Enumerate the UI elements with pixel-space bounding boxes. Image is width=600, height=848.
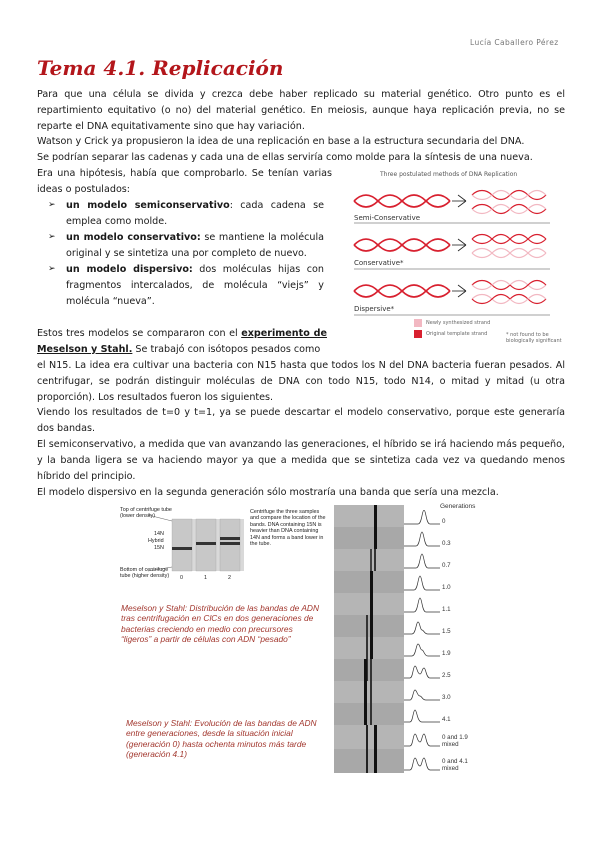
model-name: un modelo semiconservativo bbox=[66, 200, 230, 211]
generation-label: 0.7 bbox=[442, 562, 451, 569]
paragraph-hypothesis: Era una hipótesis, había que comprobarlo. Se tenían varias ideas o postulados: bbox=[37, 168, 332, 195]
legend-original-text: Original template strand bbox=[426, 331, 488, 337]
centrifuge-note: Centrifuge the three samples and compare the location of the bands. DNA containing 15N is heavier than DNA containing 14N and forms a band lower in the tube. bbox=[250, 509, 326, 548]
gel-bands-figure bbox=[334, 505, 404, 773]
model-item-semiconservative bbox=[48, 198, 324, 230]
generation-label: 3.0 bbox=[442, 694, 451, 701]
generations-header: Generations bbox=[440, 503, 476, 510]
paragraph-dispersive: El modelo dispersivo en la segunda generación sólo mostraría una banda que sería una mezcla. bbox=[37, 487, 499, 498]
model-name: un modelo dispersivo: bbox=[66, 264, 193, 275]
tube-label-1: 1 bbox=[204, 575, 207, 581]
model-item-dispersive bbox=[48, 262, 324, 309]
caption-centrifuge: Meselson y Stahl: Distribución de las bandas de ADN tras centrifugación en ClCs en dos generaciones de bacterias creciendo en medio con precursores “ligeros” a partir de células con ADN “pesado” bbox=[121, 603, 319, 645]
generation-label: 0 and 4.1 mixed bbox=[442, 758, 468, 772]
figure-title: Three postulated methods of DNA Replication bbox=[380, 171, 518, 178]
generation-label: 4.1 bbox=[442, 716, 451, 723]
generation-label: 2.5 bbox=[442, 672, 451, 679]
dna-replication-models-figure bbox=[340, 171, 562, 344]
band-label-15n: 15N bbox=[154, 545, 164, 551]
paragraph-separate-strands: Se podrían separar las cadenas y cada una de ellas serviría como molde para la síntesis de una nueva. bbox=[37, 152, 533, 163]
model-desc: se mantiene la molécula original y se sintetiza una por completo de nuevo. bbox=[66, 232, 324, 259]
paragraph-watson-crick: Watson y Crick ya propusieron la idea de una replicación en base a la estructura secundaria del DNA. bbox=[37, 136, 525, 147]
density-peaks bbox=[404, 510, 444, 776]
model-name: un modelo conservativo: bbox=[66, 232, 201, 243]
generation-label: 0 bbox=[442, 518, 446, 525]
arrow-bullet-icon: ➢ bbox=[48, 232, 56, 242]
tube-label-2: 2 bbox=[228, 575, 231, 581]
author-name: Lucía Caballero Pérez bbox=[470, 38, 559, 47]
generation-label: 1.9 bbox=[442, 650, 451, 657]
dna-helix-diagram bbox=[340, 171, 560, 341]
paragraph-experiment: Estos tres modelos se compararon con el experimento de Meselson y Stahl. Se trabajó con isótopos pesados como bbox=[37, 328, 327, 355]
tube-label-0: 0 bbox=[180, 575, 183, 581]
paragraph-semiconservative: El semiconservativo, a medida que van avanzando las generaciones, el híbrido se irá haciendo más pequeño, y la banda ligera se va haciendo mayor ya que a medida que se sintetiza cada vez va quedando menos híbrido del principio. bbox=[37, 439, 565, 482]
legend-new-text: Newly synthesized strand bbox=[426, 320, 491, 326]
paragraph-n15: el N15. La idea era cultivar una bacteria con N15 hasta que todos los N del DNA bacteria fueran pesados. Al centrifugar, se podrán distinguir moléculas de DNA con todo N15, todo N14, o mitad y mitad (u otra proporción). Los resultados fueron los siguientes. bbox=[37, 360, 565, 403]
paragraph-intro: Para que una célula se divida y crezca debe haber replicado su material genético. Otro punto es el repartimiento equitativo (o no) del material genético. En meiosis, aunque haya replicación previa, no se reparte el DNA equitativamente sino que hay variación. bbox=[37, 89, 565, 132]
arrow-bullet-icon: ➢ bbox=[48, 264, 56, 274]
gel-image bbox=[334, 505, 404, 773]
label-semi-conservative: Semi-Conservative bbox=[354, 214, 421, 222]
model-desc: dos moléculas hijas con fragmentos intercalados, de molécula “viejs” y molécula “nueva”. bbox=[66, 264, 324, 307]
model-item-conservative bbox=[48, 230, 324, 262]
bottom-of-tube-label: Bottom of centrifuge tube (higher density) bbox=[120, 567, 170, 580]
generation-label: 1.0 bbox=[442, 584, 451, 591]
label-dispersive: Dispersive* bbox=[354, 305, 395, 313]
arrow-bullet-icon: ➢ bbox=[48, 200, 56, 210]
top-of-tube-label: Top of centrifuge tube (lower density) bbox=[120, 507, 172, 520]
generation-label: 0 and 1.9 mixed bbox=[442, 734, 468, 748]
label-conservative: Conservative* bbox=[354, 259, 404, 267]
band-label-hybrid: Hybrid bbox=[148, 538, 164, 544]
model-desc: : cada cadena se emplea como molde. bbox=[66, 200, 325, 227]
paragraph-conservative-discarded: Viendo los resultados de t=0 y t=1, ya se puede descartar el modelo conservativo, porque este generaría dos bandas. bbox=[37, 407, 565, 434]
generation-label: 0.3 bbox=[442, 540, 451, 547]
page-title: Tema 4.1. Replicación bbox=[37, 56, 284, 80]
experiment-link: experimento de Meselson y Stahl. bbox=[37, 328, 327, 355]
legend-new-swatch bbox=[414, 319, 422, 327]
legend-note: * not found to be biologically significant bbox=[506, 332, 562, 344]
centrifuge-figure bbox=[118, 505, 328, 595]
band-label-14n: 14N bbox=[154, 531, 164, 537]
caption-gel-evolution: Meselson y Stahl: Evolución de las bandas de ADN entre generaciones, desde la situación inicial (generación 0) hasta ochenta minutos más tarde (generación 4.1) bbox=[126, 718, 317, 760]
generation-label: 1.1 bbox=[442, 606, 451, 613]
legend-original-swatch bbox=[414, 330, 422, 338]
generation-label: 1.5 bbox=[442, 628, 451, 635]
